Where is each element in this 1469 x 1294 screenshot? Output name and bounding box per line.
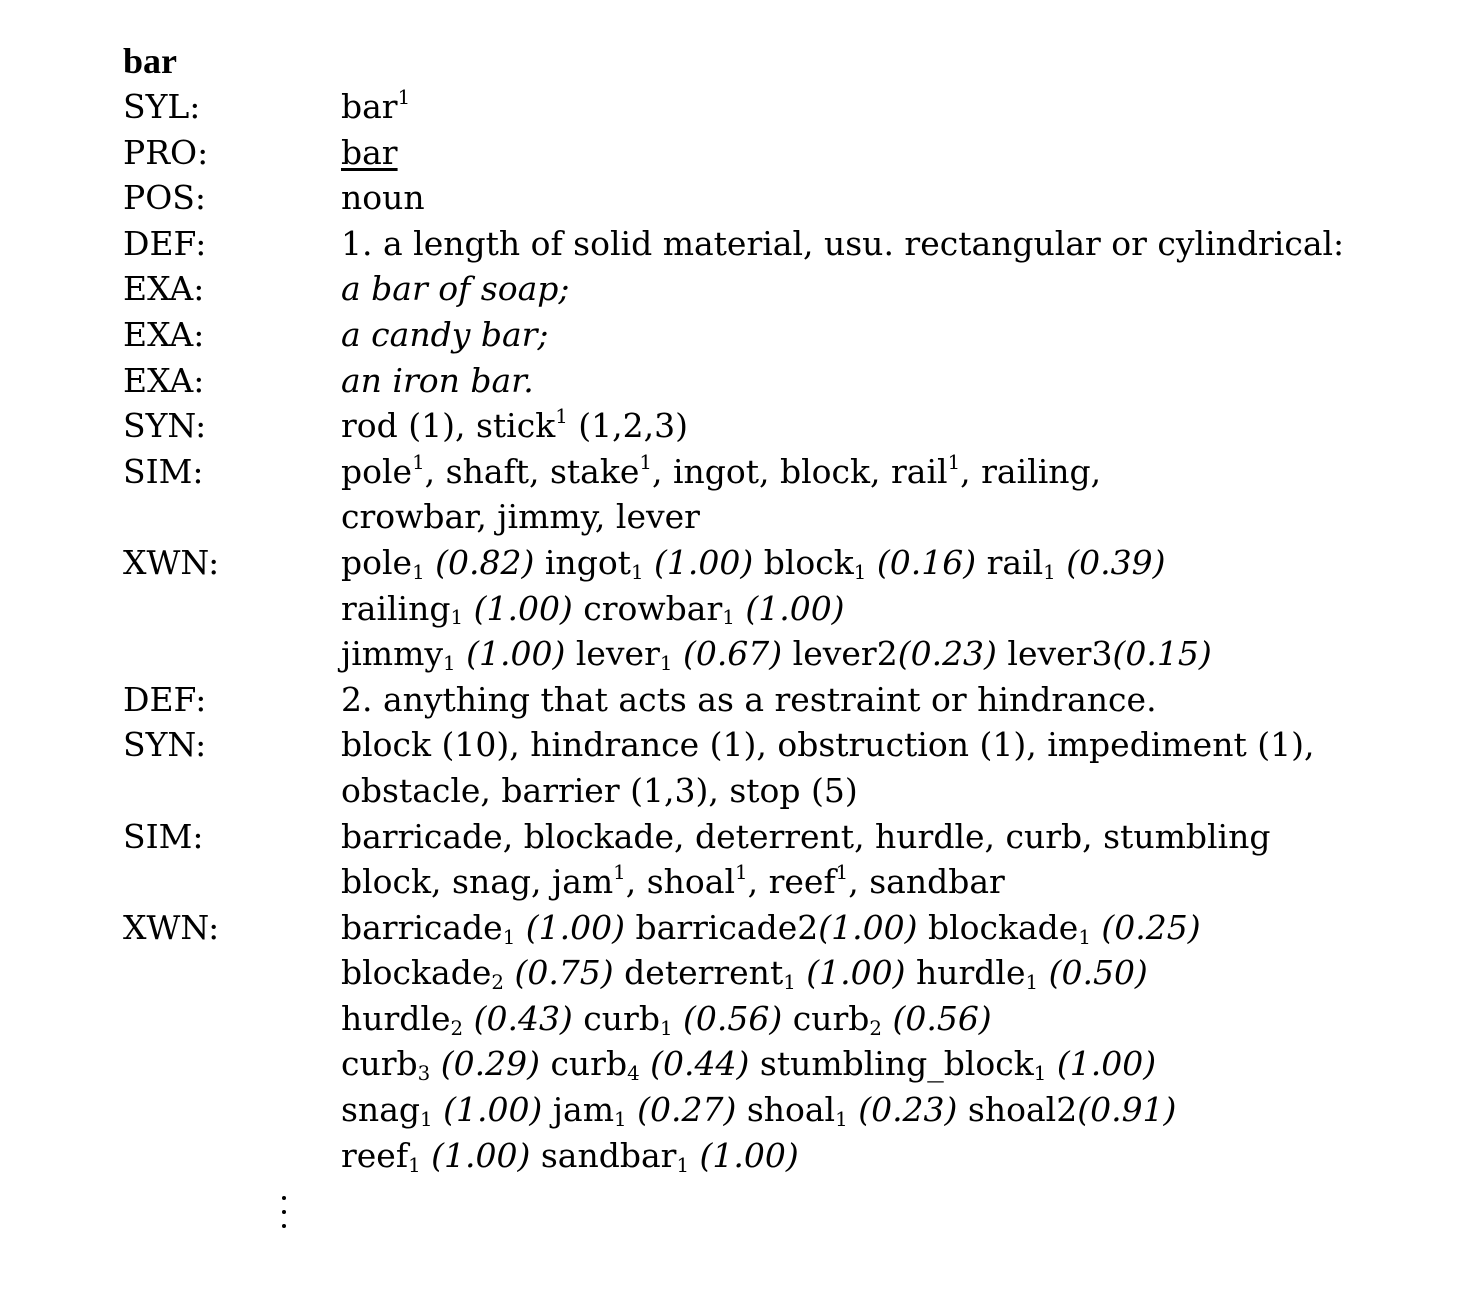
similarity-score: (0.39) (1055, 542, 1166, 582)
entry-fields (123, 84, 1443, 1178)
similarity-score: (0.23) (847, 1090, 958, 1130)
field-row (123, 905, 1443, 1179)
subscript: 1 (722, 606, 735, 630)
subscript: 1 (659, 1016, 673, 1040)
example-text: a bar of soap; (341, 269, 570, 309)
text-segment: railing (341, 588, 451, 628)
superscript: 1 (613, 861, 626, 885)
text-segment: stumbling_block (749, 1044, 1034, 1084)
field-label: PRO: (123, 132, 209, 172)
subscript: 1 (502, 925, 516, 949)
superscript: 1 (735, 861, 748, 885)
field-value (341, 130, 1443, 176)
similarity-score: (1.00) (463, 588, 573, 628)
similarity-score: (1.00) (734, 588, 845, 628)
text-segment: noun (341, 178, 425, 218)
field-row (123, 312, 1443, 358)
subscript: 1 (614, 1108, 627, 1131)
text-segment: rod (1), stick (341, 406, 556, 446)
text-segment: 2. anything that acts as a restraint or hindrance. (341, 679, 1157, 719)
similarity-score: (1.00) (818, 907, 918, 947)
field-value (341, 221, 1443, 267)
subscript: 2 (450, 1016, 464, 1040)
field-value (341, 175, 1443, 221)
field-value-line (341, 358, 1443, 404)
field-value-line (341, 312, 1443, 358)
text-segment: block, snag, jam (341, 862, 614, 902)
similarity-score: (0.82) (424, 542, 535, 582)
similarity-score: (1.00) (643, 542, 754, 582)
text-segment: snag (341, 1090, 420, 1130)
field-value (341, 403, 1443, 449)
text-segment: rail (976, 542, 1044, 582)
field-value-line (341, 403, 1443, 449)
field-value-line (341, 175, 1443, 221)
text-segment: hurdle (905, 953, 1026, 993)
field-value-line (341, 1133, 1443, 1179)
text-segment: shoal (736, 1090, 836, 1130)
field-value-line (341, 905, 1443, 951)
field-label: EXA: (123, 269, 205, 309)
field-value (341, 84, 1443, 130)
field-row (123, 814, 1443, 905)
subscript: 4 (627, 1062, 640, 1086)
similarity-score: (1.00) (1046, 1044, 1157, 1084)
field-value-line (341, 84, 1443, 130)
text-segment: , shaft, stake (424, 451, 640, 491)
text-segment: barricade2 (625, 907, 819, 947)
similarity-score: (0.23) (897, 634, 997, 674)
superscript: 1 (947, 450, 961, 474)
field-value-line (341, 859, 1443, 905)
similarity-score: (0.16) (866, 542, 977, 582)
field-value-line (341, 449, 1443, 495)
vertical-ellipsis (276, 1196, 292, 1238)
text-segment: block (10), hindrance (1), obstruction (1), impediment (1), (341, 725, 1315, 765)
text-segment: , reef (747, 862, 836, 902)
subscript: 1 (1043, 560, 1056, 584)
subscript: 1 (783, 971, 796, 995)
field-value-line (341, 266, 1443, 312)
similarity-score: (0.56) (672, 998, 783, 1038)
field-label: SIM: (123, 816, 204, 856)
text-segment: curb (539, 1044, 628, 1084)
similarity-score: (0.27) (626, 1090, 737, 1130)
field-value (341, 312, 1443, 358)
similarity-score: (0.67) (672, 634, 783, 674)
text-segment: curb (572, 998, 660, 1038)
headword: bar (123, 41, 177, 81)
text-segment: 1. a length of solid material, usu. rectangular or cylindrical: (341, 223, 1345, 263)
field-value-line (341, 768, 1443, 814)
text-segment: curb (782, 998, 870, 1038)
dictionary-entry (123, 38, 1443, 1178)
subscript: 1 (1025, 971, 1039, 995)
field-label: EXA: (123, 360, 205, 400)
pronunciation: bar (341, 132, 398, 172)
text-segment: pole (341, 451, 413, 491)
text-segment: lever2 (782, 634, 898, 674)
field-value-line (341, 130, 1443, 176)
example-text: a candy bar; (341, 314, 549, 354)
subscript: 1 (676, 1153, 690, 1177)
text-segment: , sandbar (848, 862, 1005, 902)
superscript: 1 (639, 450, 652, 474)
text-segment: blockade (341, 953, 492, 993)
field-row (123, 449, 1443, 540)
subscript: 1 (408, 1153, 421, 1177)
field-row (123, 84, 1443, 130)
ellipsis-dot (282, 1224, 286, 1228)
similarity-score: (0.15) (1112, 634, 1212, 674)
field-label: SYN: (123, 725, 207, 765)
field-value (341, 677, 1443, 723)
similarity-score: (1.00) (689, 1135, 799, 1175)
field-value (341, 266, 1443, 312)
similarity-score: (1.00) (420, 1135, 531, 1175)
text-segment: reef (341, 1135, 409, 1175)
text-segment: jimmy (341, 634, 444, 674)
field-label: XWN: (123, 542, 220, 582)
field-value-line (341, 814, 1443, 860)
text-segment: obstacle, barrier (1,3), stop (5) (341, 770, 858, 810)
text-segment: bar (341, 87, 398, 126)
text-segment: block (753, 542, 854, 582)
field-value-line (341, 950, 1443, 996)
field-label: XWN: (123, 907, 220, 947)
field-row (123, 677, 1443, 723)
subscript: 1 (853, 560, 867, 584)
example-text: an iron bar. (341, 360, 534, 400)
field-value-line (341, 586, 1443, 632)
superscript: 1 (555, 405, 568, 429)
similarity-score: (0.56) (881, 998, 992, 1038)
text-segment: , shoal (625, 862, 736, 902)
field-value (341, 905, 1443, 1179)
similarity-score: (1.00) (795, 953, 906, 993)
similarity-score: (0.44) (639, 1044, 750, 1084)
similarity-score: (0.75) (503, 953, 614, 993)
field-row (123, 175, 1443, 221)
text-segment: (1,2,3) (567, 406, 689, 446)
field-label: SYL: (123, 87, 201, 126)
field-value (341, 814, 1443, 905)
text-segment: deterrent (613, 953, 784, 993)
field-row (123, 266, 1443, 312)
field-value-line (341, 494, 1443, 540)
text-segment: lever3 (996, 634, 1113, 674)
text-segment: crowbar (572, 588, 723, 628)
similarity-score: (0.91) (1077, 1090, 1177, 1130)
field-value-line (341, 540, 1443, 586)
text-segment: ingot (534, 542, 631, 582)
similarity-score: (1.00) (455, 634, 566, 674)
field-value (341, 358, 1443, 404)
subscript: 1 (1033, 1062, 1047, 1086)
similarity-score: (1.00) (515, 907, 626, 947)
field-value-line (341, 1087, 1443, 1133)
ellipsis-dot (282, 1196, 286, 1200)
similarity-score: (0.25) (1090, 907, 1201, 947)
field-value-line (341, 996, 1443, 1042)
superscript: 1 (412, 450, 425, 474)
text-segment: curb (341, 1044, 418, 1084)
field-row (123, 540, 1443, 677)
ellipsis-dot (282, 1210, 286, 1214)
subscript: 1 (420, 1108, 433, 1131)
text-segment: sandbar (530, 1135, 677, 1175)
field-row (123, 221, 1443, 267)
subscript: 1 (443, 652, 456, 676)
field-row (123, 403, 1443, 449)
subscript: 1 (835, 1108, 848, 1131)
text-segment: hurdle (341, 998, 451, 1038)
text-segment: pole (341, 542, 413, 582)
field-value-line (341, 1041, 1443, 1087)
field-value (341, 722, 1443, 813)
text-segment: , ingot, block, rail (651, 451, 948, 491)
field-row (123, 358, 1443, 404)
field-value-line (341, 631, 1443, 677)
text-segment: , railing, (960, 451, 1102, 491)
field-label: EXA: (123, 314, 205, 354)
field-value (341, 540, 1443, 677)
text-segment: barricade, blockade, deterrent, hurdle, curb, stumbling (341, 816, 1271, 856)
field-label: SYN: (123, 406, 207, 446)
subscript: 3 (417, 1062, 431, 1086)
field-value-line (341, 677, 1443, 723)
subscript: 1 (450, 606, 464, 630)
text-segment: jam (542, 1090, 615, 1130)
field-value (341, 449, 1443, 540)
subscript: 2 (491, 971, 504, 995)
text-segment: shoal2 (957, 1090, 1078, 1130)
subscript: 1 (659, 652, 673, 676)
field-value-line (341, 221, 1443, 267)
field-label: DEF: (123, 679, 207, 719)
text-segment: crowbar, jimmy, lever (341, 497, 700, 537)
subscript: 1 (412, 560, 425, 584)
superscript: 1 (835, 861, 849, 885)
field-label: POS: (123, 178, 206, 218)
superscript: 1 (397, 86, 411, 110)
similarity-score: (0.29) (430, 1044, 540, 1084)
text-segment: lever (565, 634, 660, 674)
similarity-score: (0.43) (463, 998, 573, 1038)
subscript: 1 (1078, 925, 1091, 949)
similarity-score: (0.50) (1038, 953, 1148, 993)
text-segment: blockade (917, 907, 1079, 947)
text-segment: barricade (341, 907, 503, 947)
similarity-score: (1.00) (432, 1090, 543, 1130)
field-row (123, 722, 1443, 813)
field-value-line (341, 722, 1443, 768)
subscript: 1 (630, 560, 644, 584)
field-label: SIM: (123, 451, 204, 491)
field-row (123, 130, 1443, 176)
subscript: 2 (869, 1016, 882, 1040)
field-label: DEF: (123, 223, 207, 263)
